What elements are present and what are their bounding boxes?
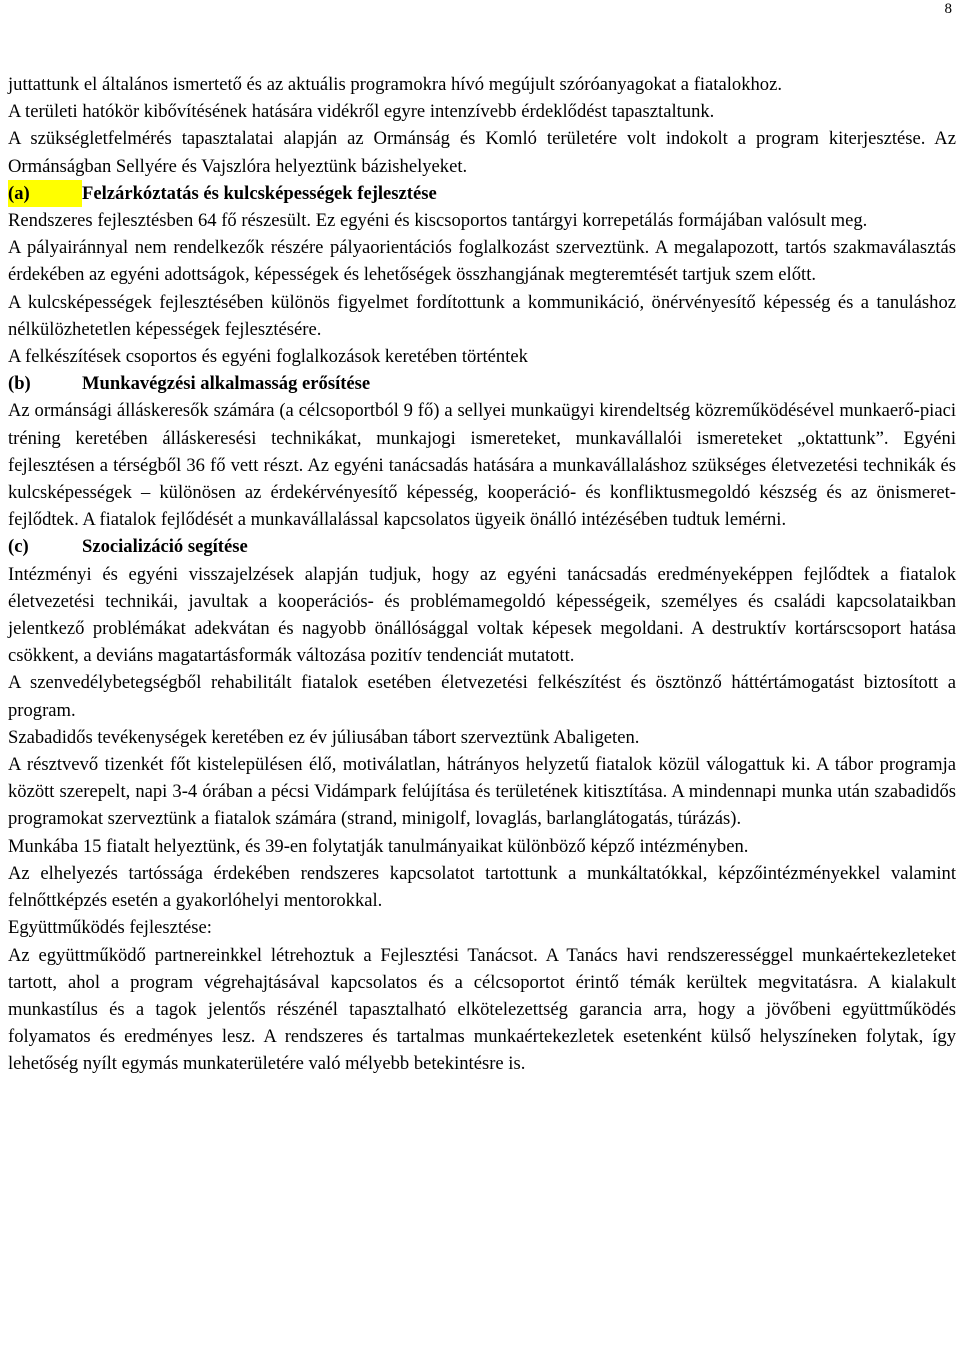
paragraph: A pályairánnyal nem rendelkezők részére pályaorientációs foglalkozást szerveztünk. A megalapozott, tartós szakmaválasztás érdekében az egyéni adottságok, képességek és lehetőségek összhangjának megteremtését tartjuk szem előtt. bbox=[8, 237, 956, 286]
page-number: 8 bbox=[944, 1, 952, 17]
paragraph: juttattunk el általános ismertető és az aktuális programokra hívó megújult szóróanyagokat a fiatalokhoz. bbox=[8, 74, 782, 95]
paragraph: Együttműködés fejlesztése: bbox=[8, 917, 212, 939]
paragraph: A felkészítések csoportos és egyéni foglalkozások keretében történtek bbox=[8, 346, 528, 368]
paragraph: Munkába 15 fiatalt helyeztünk, és 39-en folytatják tanulmányaikat különböző képző intézményben. bbox=[8, 835, 749, 857]
section-heading-a bbox=[8, 180, 956, 207]
paragraph: Szabadidős tevékenységek keretében ez év júliusában tábort szerveztünk Abaligeten. bbox=[8, 726, 640, 748]
paragraph: Az együttműködő partnereinkkel létrehoztuk a Fejlesztési Tanácsot. A Tanács havi rendszerességgel munkaértekezleteket tartott, ahol a program végrehajtásával kapcsolatos és a célcsoportot érintő témák kerültek megvitatásra. A kialakult munkastílus és a tagok jelentős részénél tapasztalható elkötelezettség garancia arra, hogy a jövőbeni együttműködés folyamatos és eredményes lesz. A rendszeres és tartalmas munkaértekezletek esetenként külső helyszíneken folytak, így lehetőség nyílt egymás munkaterületére való mélyebb betekintésre is. bbox=[8, 944, 956, 1075]
paragraph: Intézményi és egyéni visszajelzések alapján tudjuk, hogy az egyéni tanácsadás eredményeképpen fejlődtek a fiatalok életvezetési technikái, javultak a kooperációs- és problémamegoldó képességeik, személyes és családi kapcsolataikban jelentkező problémákat adekvátan és nagyobb önállósággal voltak képesek megoldani. A destruktív kortárscsoport hatása csökkent, a deviáns magatartásformák változása pozitív tendenciát mutatott. bbox=[8, 563, 956, 667]
section-title: Szocializáció segítése bbox=[82, 536, 248, 558]
document-body bbox=[8, 71, 956, 1078]
paragraph: Az ormánsági álláskeresők számára (a célcsoportból 9 fő) a sellyei munkaügyi kirendeltség közreműködésével munkaerő-piaci tréning keretében álláskeresési technikákat, munkajogi ismereteket, munkavállalói ismereteket „oktattunk”. Egyéni fejlesztésen a térségből 36 fő vett részt. Az egyéni tanácsadás hatására a munkavállaláshoz szükséges életvezetési technikák és kulcsképességek – különösen az érdekérvényesítő képesség, kooperáció- és konfliktusmegoldó készség és az önismeret- fejlődtek. A fiatalok fejlődését a munkavállalással kapcsolatos ügyeik önálló intézésében tudtuk lemérni. bbox=[8, 400, 956, 531]
section-heading-c bbox=[8, 533, 956, 560]
paragraph: Rendszeres fejlesztésben 64 fő részesült. Ez egyéni és kiscsoportos tantárgyi korrepetálás formájában valósult meg. bbox=[8, 210, 868, 232]
section-title: Munkavégzési alkalmasság erősítése bbox=[82, 373, 371, 395]
paragraph: Az elhelyezés tartóssága érdekében rendszeres kapcsolatot tartottunk a munkáltatókkal, képzőintézményekkel valamint felnőttképzés esetén a gyakorlóhelyi mentorokkal. bbox=[8, 862, 956, 912]
section-heading-b bbox=[8, 370, 956, 397]
paragraph: A szükségletfelmérés tapasztalatai alapján az Ormánság és Komló területére volt indokolt a program kiterjesztése. Az Ormánságban Sellyére és Vajszlóra helyeztünk bázishelyeket. bbox=[8, 128, 956, 177]
paragraph: A résztvevő tizenkét főt kistelepülésen élő, motiválatlan, hátrányos helyzetű fiatalok közül válogattuk ki. A tábor programja között szerepelt, napi 3-4 órában a pécsi Vidámpark felújítása és területének kitisztítása. A mindennapi munka után szabadidős programokat szerveztünk a fiatalok számára (strand, minigolf, lovaglás, barlanglátogatás, túrázás). bbox=[8, 754, 956, 830]
section-label: (b) bbox=[8, 373, 31, 395]
paragraph: A kulcsképességek fejlesztésében különös figyelmet fordítottunk a kommunikáció, önérvényesítő képesség és a tanuláshoz nélkülözhetetlen képességek fejlesztésére. bbox=[8, 291, 956, 340]
paragraph: A szenvedélybetegségből rehabilitált fiatalok esetében életvezetési felkészítést és ösztönző háttértámogatást biztosított a program. bbox=[8, 672, 956, 721]
paragraph: A területi hatókör kibővítésének hatására vidékről egyre intenzívebb érdeklődést tapasztaltunk. bbox=[8, 101, 715, 123]
section-label: (c) bbox=[8, 536, 29, 558]
section-label: (a) bbox=[8, 180, 82, 207]
section-title: Felzárkóztatás és kulcsképességek fejlesztése bbox=[82, 182, 437, 204]
